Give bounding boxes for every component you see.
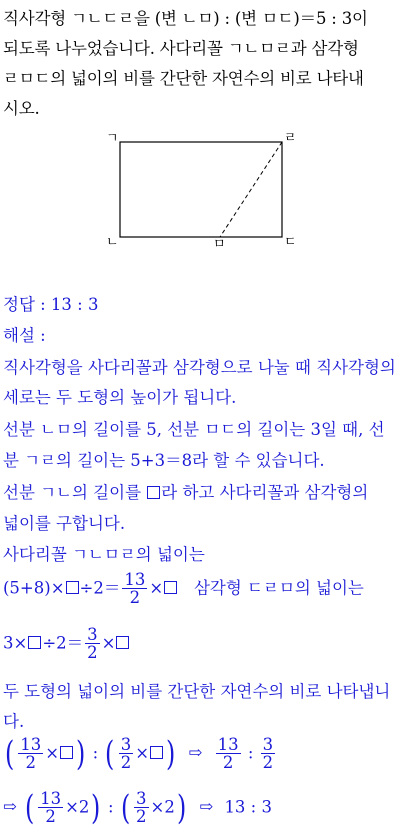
equation-2 <box>3 626 130 662</box>
explain-label: 해설 : <box>3 326 46 345</box>
rectangle <box>120 142 282 237</box>
numerator: 13 <box>124 570 146 589</box>
label-bottom-right: ㄷ <box>284 235 297 250</box>
explain-line-2: 세로는 두 도형의 높이가 됩니다. <box>3 388 237 407</box>
eq1-mid: ÷2＝ <box>79 578 121 598</box>
label-top-left: ㄱ <box>106 131 119 146</box>
blank-box <box>164 581 177 594</box>
eq1-right: 삼각형 ㄷㄹㅁ의 넓이는 <box>193 578 364 598</box>
question-line-1: 직사각형 ㄱㄴㄷㄹ을 (변 ㄴㅁ) : (변 ㅁㄷ)＝5 : 3이 <box>3 9 368 28</box>
explain-line-3: 선분 ㄴㅁ의 길이를 5, 선분 ㅁㄷ의 길이는 3일 때, 선 <box>3 420 385 439</box>
explain-line-9: 다. <box>3 712 25 731</box>
eq2-mid: ÷2＝ <box>42 633 84 653</box>
arrow-icon: ⇨ <box>199 797 214 817</box>
ratio-line-1: ( $\frac{13}{2}$ × ) : ( $\frac{3}{2}$ × ) ⇨ $\frac{13}{2}$ : $\frac{3}{2}$ <box>4 733 274 774</box>
fraction <box>85 626 100 662</box>
blank-box <box>147 486 160 499</box>
rectangle-figure <box>100 128 300 253</box>
fraction: $\frac{3}{2}$ <box>120 735 132 773</box>
fraction: $\frac{13}{2}$ <box>20 735 42 773</box>
fraction <box>122 571 147 607</box>
explain-line-6: 넓이를 구합니다. <box>3 514 126 533</box>
explain-line-8: 두 도형의 넓이의 비를 간단한 자연수의 비로 나타냅니 <box>3 682 391 701</box>
eq1-left: (5+8)× <box>3 578 65 598</box>
question-text <box>3 4 399 124</box>
explain-line-4: 분 ㄱㄹ의 길이는 5+3＝8라 할 수 있습니다. <box>3 451 325 470</box>
equation-1 <box>3 571 364 607</box>
question-line-2: 되도록 나누었습니다. 사다리꼴 ㄱㄴㅁㄹ과 삼각형 <box>3 39 359 58</box>
label-bottom-left: ㄴ <box>106 235 119 250</box>
arrow-icon: ⇨ <box>188 743 203 763</box>
blank-box <box>60 746 73 759</box>
label-bottom-mid: ㅁ <box>213 237 226 252</box>
blank-box <box>116 636 129 649</box>
arrow-icon: ⇨ <box>3 797 17 817</box>
fraction: $\frac{13}{2}$ <box>40 789 62 827</box>
blank-box <box>150 746 163 759</box>
denominator: 2 <box>122 588 147 606</box>
times-sign: × <box>101 633 116 653</box>
dashed-segment <box>220 142 282 237</box>
times-sign: × <box>149 578 164 598</box>
explain-line-1: 직사각형을 사다리꼴과 삼각형으로 나눌 때 직사각형의 <box>3 358 396 377</box>
explain-line-5 <box>3 479 368 503</box>
question-line-3: ㄹㅁㄷ의 넓이의 비를 간단한 자연수의 비로 나타내 <box>3 69 364 88</box>
question-line-4: 시오. <box>3 99 40 118</box>
fraction: $\frac{3}{2}$ <box>262 735 274 773</box>
fraction: $\frac{3}{2}$ <box>136 789 147 827</box>
explain-line-7: 사다리꼴 ㄱㄴㅁㄹ의 넓이는 <box>3 545 205 564</box>
numerator: 3 <box>87 625 98 644</box>
final-answer: 13 : 3 <box>224 797 272 817</box>
ratio-line-2: ⇨ ( $\frac{13}{2}$ ×2) : ( $\frac{3}{2}$ ×2) ⇨ 13 : 3 <box>3 787 272 828</box>
explain-line-5a: 선분 ㄱㄴ의 길이를 <box>3 483 142 502</box>
fraction: $\frac{13}{2}$ <box>217 735 239 773</box>
explain-line-5b: 라 하고 사다리꼴과 삼각형의 <box>161 483 369 502</box>
blank-box <box>28 636 41 649</box>
blank-box <box>66 581 79 594</box>
answer-label: 정답 : 13 : 3 <box>3 295 99 314</box>
eq2-left: 3× <box>3 633 28 653</box>
label-top-right: ㄹ <box>284 131 297 146</box>
denominator: 2 <box>87 643 98 663</box>
